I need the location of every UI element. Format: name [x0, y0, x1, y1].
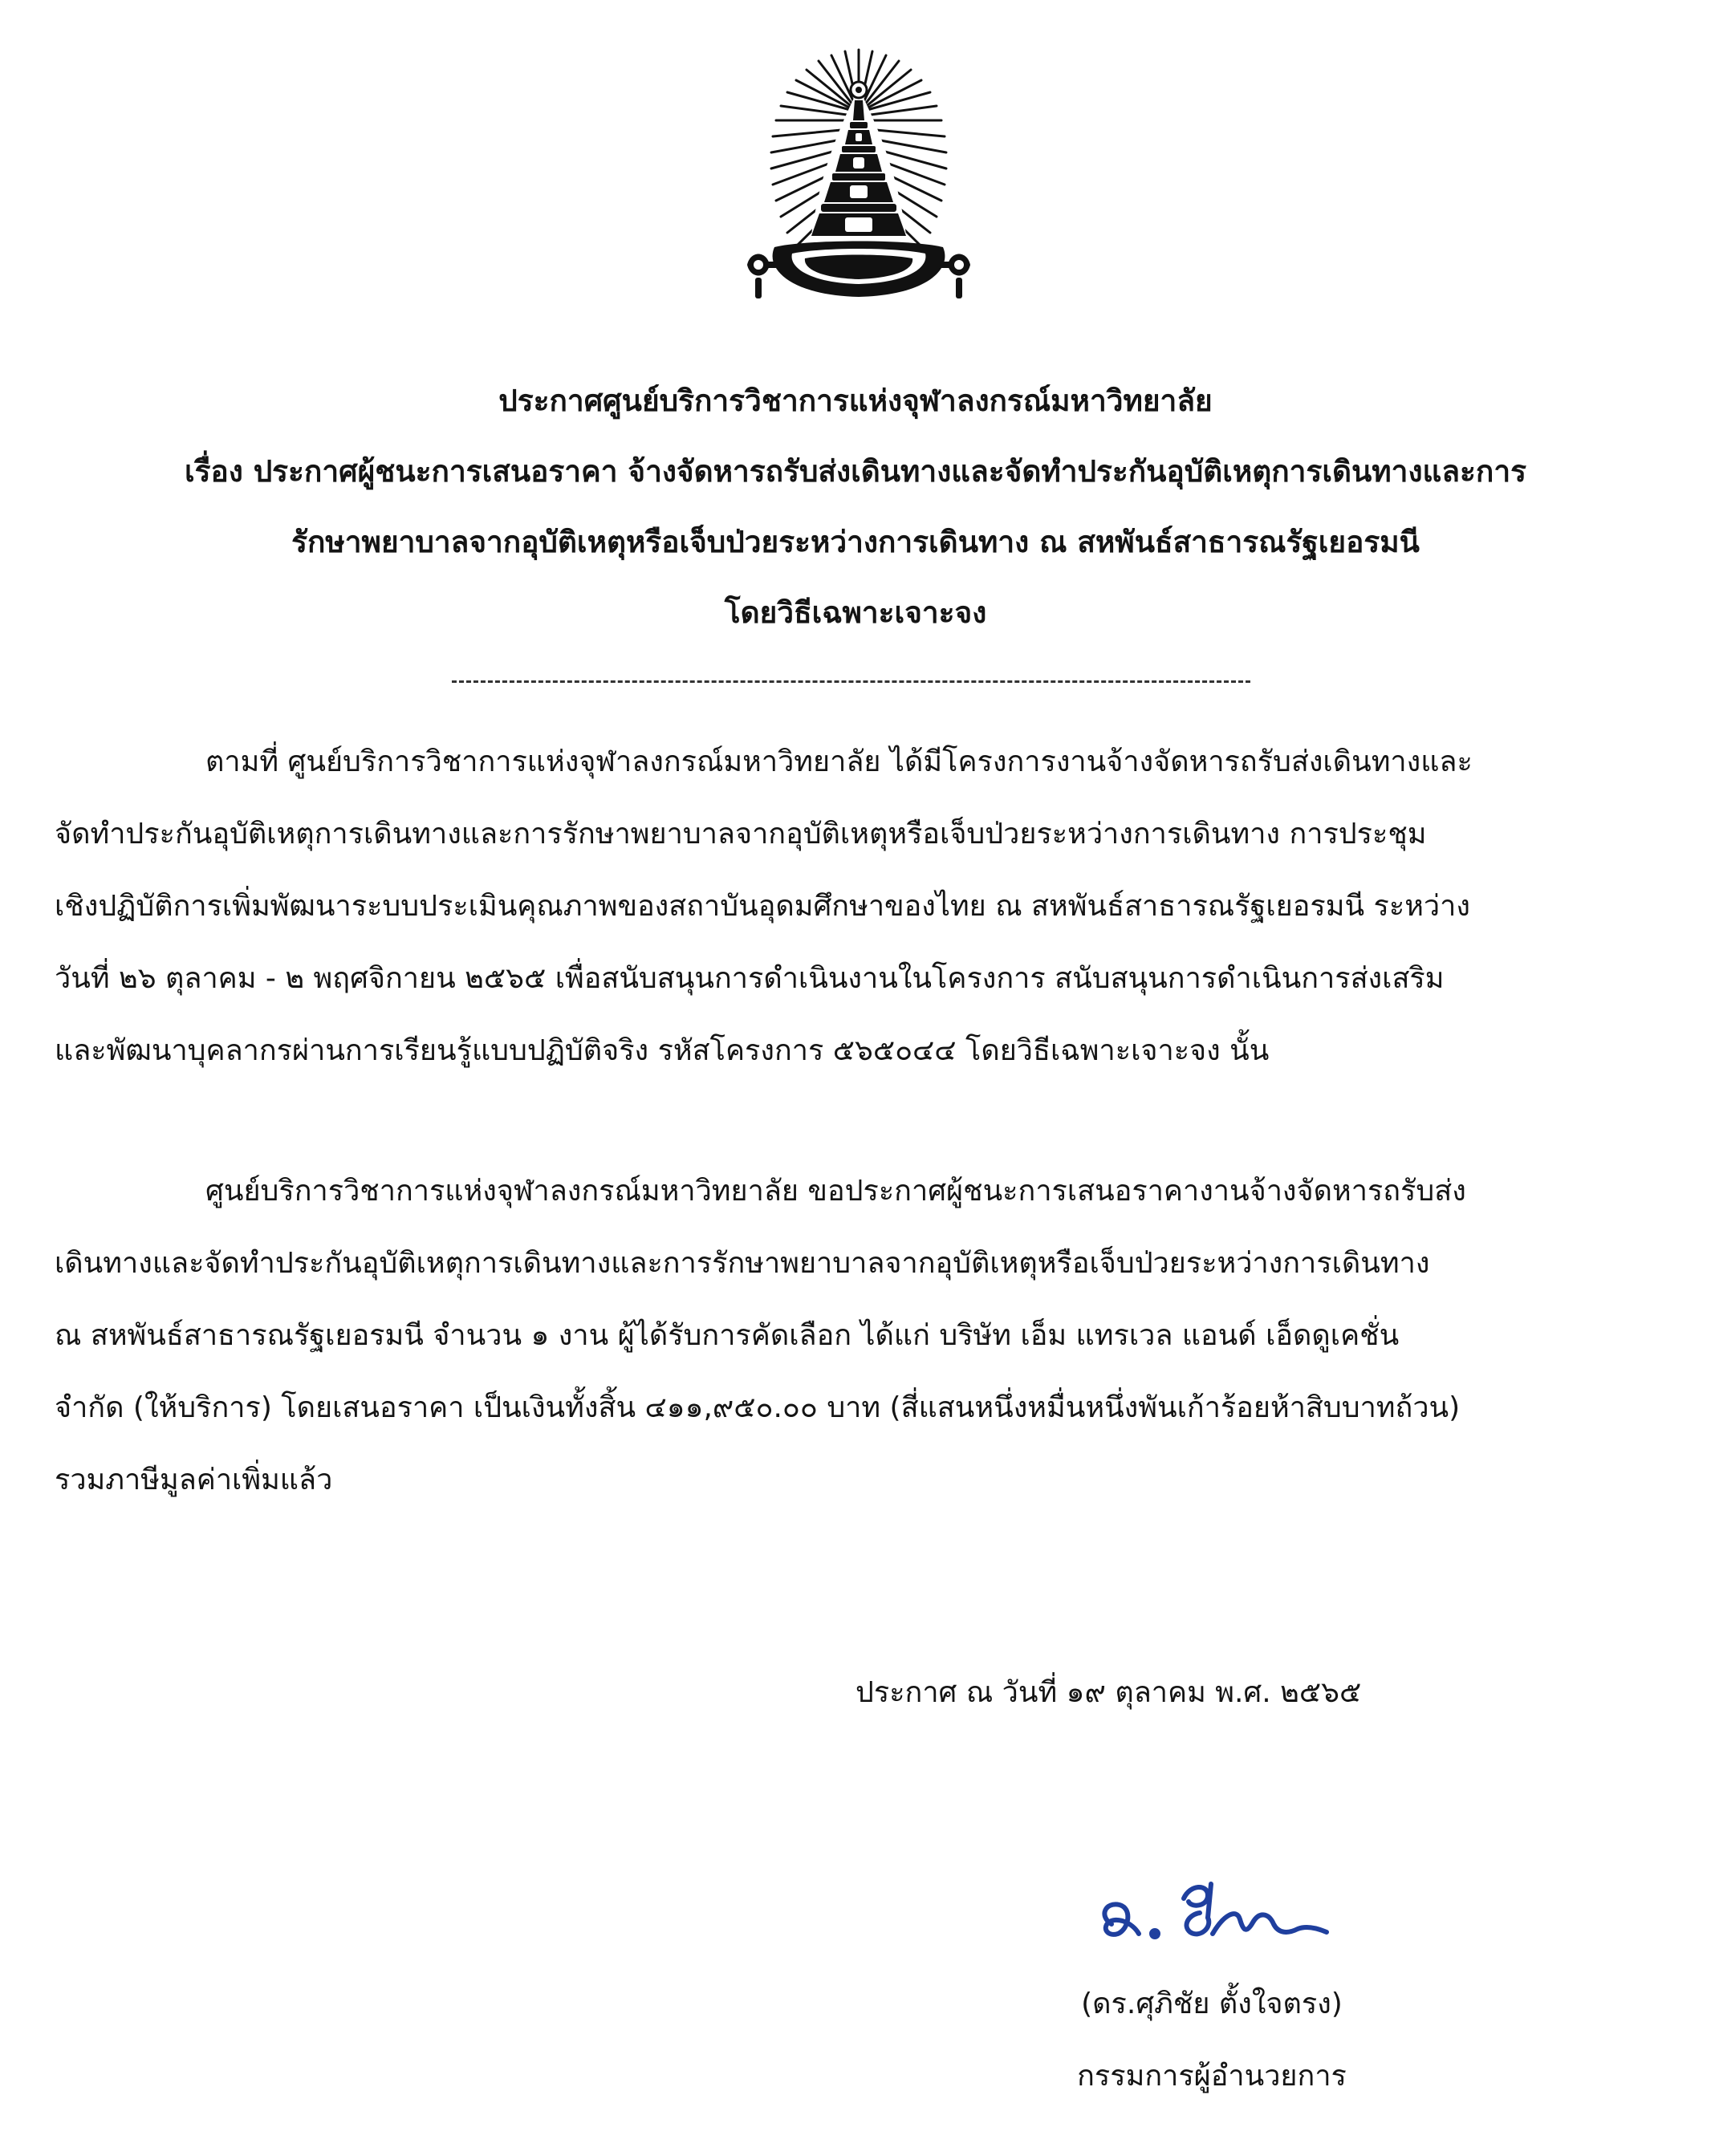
announcement-title [48, 366, 1663, 648]
signer-name: (ดร.ศุภิชัย ตั้งใจตรง) [1081, 1987, 1343, 2020]
paragraph-line: ณ สหพันธ์สาธารณรัฐเยอรมนี จำนวน ๑ งาน ผู้ได้รับการคัดเลือก ได้แก่ บริษัท เอ็ม แทรเวล แอนด์ เอ็ดดูเคชั่น [55, 1319, 1400, 1352]
paragraph-line: เชิงปฏิบัติการเพิ่มพัฒนาระบบประเมินคุณภาพของสถาบันอุดมศึกษาของไทย ณ สหพันธ์สาธารณรัฐเยอรมนี ระหว่าง [55, 890, 1470, 923]
paragraph-line: ตามที่ ศูนย์บริการวิชาการแห่งจุฬาลงกรณ์มหาวิทยาลัย ได้มีโครงการงานจ้างจัดหารถรับส่งเดินทางและ [205, 745, 1473, 778]
paragraph-line: เดินทางและจัดทำประกันอุบัติเหตุการเดินทางและการรักษาพยาบาลจากอุบัติเหตุหรือเจ็บป่วยระหว่างการเดินทาง [55, 1247, 1430, 1280]
paragraph-line: วันที่ ๒๖ ตุลาคม - ๒ พฤศจิกายน ๒๕๖๕ เพื่อสนับสนุนการดำเนินงานในโครงการ สนับสนุนการดำเนินการส่งเสริม [55, 962, 1445, 995]
title-line: โดยวิธีเฉพาะเจาะจง [724, 595, 987, 630]
title-line: ประกาศศูนย์บริการวิชาการแห่งจุฬาลงกรณ์มหาวิทยาลัย [498, 384, 1213, 418]
paragraph-line: จัดทำประกันอุบัติเหตุการเดินทางและการรักษาพยาบาลจากอุบัติเหตุหรือเจ็บป่วยระหว่างการเดินทาง การประชุม [55, 818, 1427, 851]
paragraph-background [55, 726, 1668, 1087]
title-line: รักษาพยาบาลจากอุบัติเหตุหรือเจ็บป่วยระหว่างการเดินทาง ณ สหพันธ์สาธารณรัฐเยอรมนี [291, 525, 1420, 559]
paragraph-line: รวมภาษีมูลค่าเพิ่มแล้ว [55, 1464, 333, 1496]
paragraph-award [55, 1155, 1668, 1517]
paragraph-line: และพัฒนาบุคลากรผ่านการเรียนรู้แบบปฏิบัติจริง รหัสโครงการ ๕๖๕๐๔๔ โดยวิธีเฉพาะเจาะจง นั้น [55, 1034, 1270, 1067]
title-line: เรื่อง ประกาศผู้ชนะการเสนอราคา จ้างจัดหารถรับส่งเดินทางและจัดทำประกันอุบัติเหตุการเดินทางและการ [185, 454, 1526, 489]
signer-title: กรรมการผู้อำนวยการ [1077, 2060, 1347, 2093]
paragraph-line: จำกัด (ให้บริการ) โดยเสนอราคา เป็นเงินทั้งสิ้น ๔๑๑,๙๕๐.๐๐ บาท (สี่แสนหนึ่งหมื่นหนึ่งพันเก้าร้อยห้าสิบบาทถ้วน) [55, 1391, 1461, 1424]
announcement-date: ประกาศ ณ วันที่ ๑๙ ตุลาคม พ.ศ. ๒๕๖๕ [856, 1676, 1362, 1709]
dashed-divider [452, 680, 1250, 683]
chulalongkorn-emblem-icon [742, 40, 975, 361]
paragraph-line: ศูนย์บริการวิชาการแห่งจุฬาลงกรณ์มหาวิทยาลัย ขอประกาศผู้ชนะการเสนอราคางานจ้างจัดหารถรับส่ง [205, 1175, 1466, 1208]
handwritten-signature [1087, 1866, 1344, 1963]
